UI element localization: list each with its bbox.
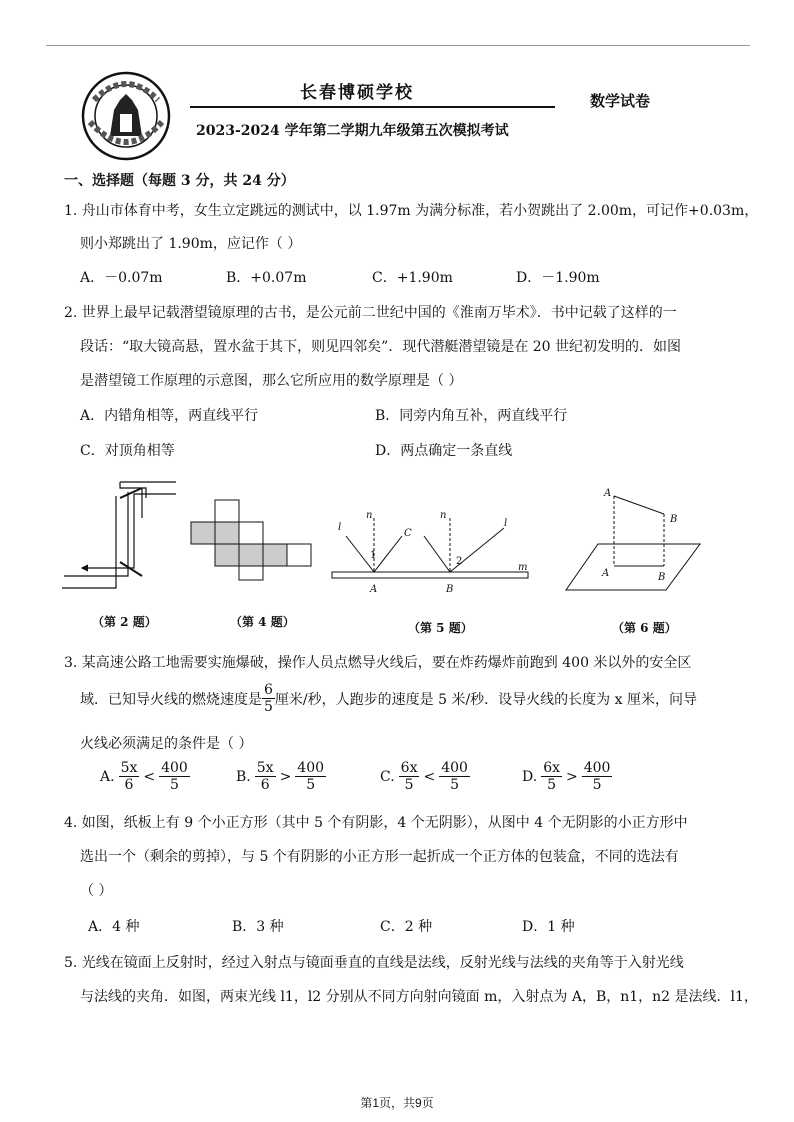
section-title: 一、选择题（每题 3 分，共 24 分） [64,173,295,189]
q2-line1: 2. 世界上最早记载潜望镜原理的古书，是公元前二世纪中国的《淮南万毕术》．书中记载了这样的一 [64,305,677,321]
top-rule [46,45,750,46]
svg-text:1: 1 [370,550,377,561]
q1-line1: 1. 舟山市体育中考，女生立定跳远的测试中，以 1.97m 为满分标准，若小贺跳出了 2.00m，可记作+0.03m， [64,203,759,219]
caption-q4: （第 4 题） [230,615,295,629]
svg-text:C: C [404,528,412,539]
periscope-figure [58,478,188,603]
exam-title: 2023-2024 学年第二学期九年级第五次模拟考试 [196,123,509,139]
svg-text:A: A [370,584,378,595]
cube-net-figure [190,496,320,582]
q1-option-a: A．－0.07m [80,270,163,286]
svg-text:n: n [440,510,447,521]
q2-line3: 是潜望镜工作原理的示意图，那么它所应用的数学原理是（ ） [80,373,463,389]
reflection-figure [328,506,532,598]
q1-option-d: D．－1.90m [516,270,600,286]
q4-option-d: D．1 种 [522,919,575,935]
fig5-label-l1: l [338,522,342,533]
q4-option-b: B．3 种 [232,919,284,935]
q1-option-c: C．+1.90m [372,270,453,286]
q3-line1: 3. 某高速公路工地需要实施爆破，操作人员点燃导火线后，要在炸药爆炸前跑到 400 米以外的安全区 [64,655,692,671]
q5-line2: 与法线的夹角．如图，两束光线 l1，l2 分别从不同方向射向镜面 m，入射点为 A，B，n1，n2 是法线．l1， [80,989,758,1005]
q2-option-c: C．对顶角相等 [80,443,175,459]
q4-option-c: C．2 种 [380,919,433,935]
q3-line2: 域．已知导火线的燃烧速度是 $\frac{6}{5}$ 厘米/秒，人跑步的速度是 5 米/秒．设导火线的长度为 x 厘米，问导 [80,682,697,715]
q3-line3: 火线必须满足的条件是（ ） [80,736,253,752]
school-seal-logo [80,70,172,162]
q2-option-b: B．同旁内角互补，两直线平行 [375,408,568,424]
school-name: 长春博硕学校 [300,83,414,103]
projection-figure [562,484,702,596]
q5-line1: 5. 光线在镜面上反射时，经过入射点与镜面垂直的直线是法线，反射光线与法线的夹角等于入射光线 [64,955,684,971]
q4-line3: （ ） [80,883,113,899]
q2-option-a: A．内错角相等，两直线平行 [80,408,259,424]
q1-line2: 则小郑跳出了 1.90m，应记作（ ） [80,236,302,252]
title-underline [190,106,555,108]
fig5-label-n1: n [366,510,373,521]
q4-line1: 4. 如图，纸板上有 9 个小正方形（其中 5 个有阴影，4 个无阴影），从图中 4 个无阴影的小正方形中 [64,815,688,831]
q1-option-b: B．+0.07m [226,270,307,286]
svg-text:A: A [602,568,610,579]
svg-text:m: m [518,562,528,573]
caption-q6: （第 6 题） [612,621,677,635]
q3-option-d: D. $\frac{6x}{5}$ > $\frac{400}{5}$ [522,760,611,793]
svg-text:B: B [446,584,454,595]
q4-line2: 选出一个（剩余的剪掉），与 5 个有阴影的小正方形一起折成一个正方体的包装盒，不同的选法有 [80,849,679,865]
q4-option-a: A．4 种 [88,919,140,935]
svg-text:B: B [670,514,678,525]
q3-speed-fraction: $\frac{6}{5}$ [264,682,273,715]
subject-title: 数学试卷 [590,92,651,110]
q3-option-c: C. $\frac{6x}{5}$ < $\frac{400}{5}$ [380,760,468,793]
svg-text:A: A [604,488,612,499]
svg-text:l: l [504,518,508,529]
svg-text:2: 2 [456,556,463,567]
svg-text:B: B [658,572,666,583]
caption-q2: （第 2 题） [92,615,157,629]
q2-line2: 段话：“取大镜高悬，置水盆于其下，则见四邻矣”．现代潜艇潜望镜是在 20 世纪初发明的．如图 [80,339,682,355]
caption-q5: （第 5 题） [408,621,473,635]
q2-option-d: D．两点确定一条直线 [375,443,513,459]
q3-option-b: B. $\frac{5x}{6}$ > $\frac{400}{5}$ [236,760,325,793]
q3-option-a: A. $\frac{5x}{6}$ < $\frac{400}{5}$ [100,760,188,793]
page-number: 第1页，共9页 [360,1096,434,1110]
